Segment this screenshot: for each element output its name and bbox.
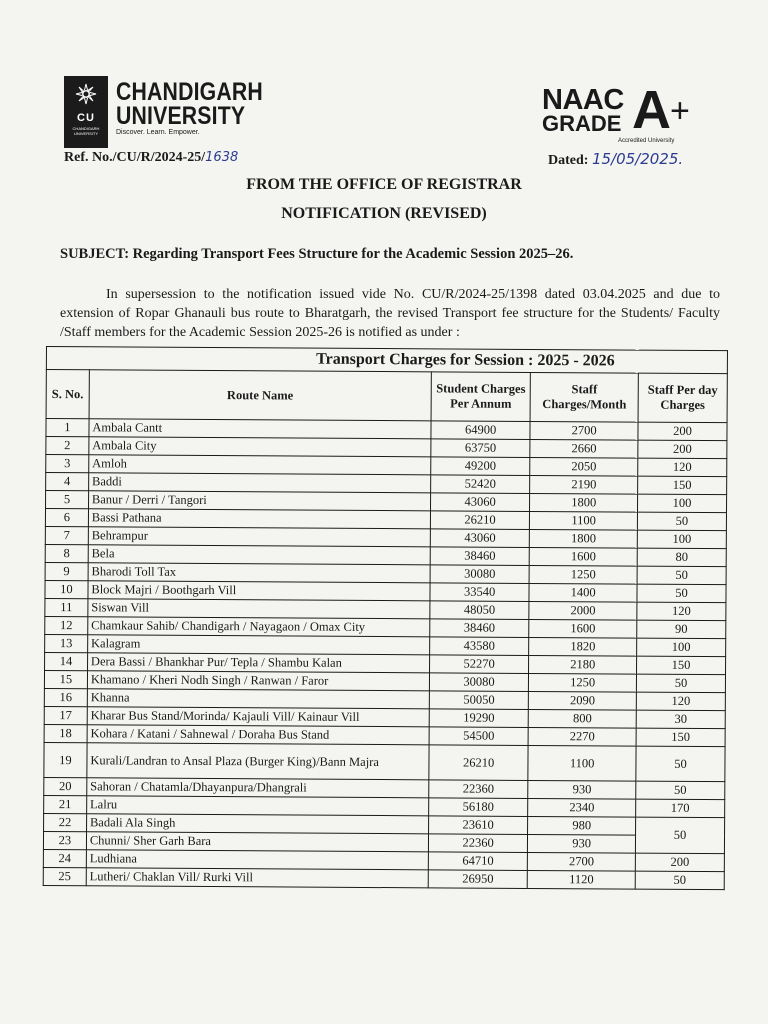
cell-route-name: Kalagram bbox=[88, 635, 430, 655]
cell-staff-charges-month: 1120 bbox=[528, 870, 636, 889]
cell-student-charges: 43580 bbox=[430, 637, 529, 656]
cell-staff-per-day: 50 bbox=[637, 566, 726, 585]
cell-sno: 12 bbox=[45, 616, 88, 634]
cell-sno: 23 bbox=[43, 831, 86, 849]
cell-sno: 22 bbox=[44, 813, 87, 831]
cell-route-name: Bharodi Toll Tax bbox=[88, 563, 430, 583]
cell-staff-charges-month: 2090 bbox=[529, 691, 637, 710]
cell-staff-per-day: 90 bbox=[637, 620, 726, 639]
emblem-small-text: CHANDIGARH UNIVERSITY bbox=[72, 126, 100, 136]
office-title: FROM THE OFFICE OF REGISTRAR bbox=[246, 176, 522, 193]
cell-staff-charges-month: 930 bbox=[528, 780, 636, 799]
cell-route-name: Ambala City bbox=[89, 437, 431, 457]
cell-staff-charges-month: 1400 bbox=[529, 583, 637, 602]
table-row bbox=[44, 742, 725, 781]
cell-sno: 13 bbox=[45, 634, 88, 652]
cell-student-charges: 64710 bbox=[428, 852, 527, 871]
cell-route-name: Amloh bbox=[89, 455, 431, 475]
cell-sno: 3 bbox=[46, 455, 89, 473]
cell-staff-charges-month: 930 bbox=[528, 834, 636, 853]
dated-handwritten-value: 15/05/2025. bbox=[591, 150, 684, 168]
cell-student-charges: 49200 bbox=[431, 457, 530, 476]
cell-sno: 18 bbox=[44, 724, 87, 742]
cell-student-charges: 43060 bbox=[430, 493, 529, 512]
cell-student-charges: 30080 bbox=[430, 565, 529, 584]
table-row bbox=[43, 867, 724, 889]
cell-staff-charges-month: 1600 bbox=[529, 619, 637, 638]
cell-staff-per-day: 100 bbox=[637, 638, 726, 657]
cell-sno: 14 bbox=[45, 652, 88, 670]
university-name-line1: CHANDIGARH bbox=[116, 78, 263, 106]
cell-sno: 21 bbox=[44, 795, 87, 813]
cell-route-name: Lutheri/ Chaklan Vill/ Rurki Vill bbox=[86, 868, 428, 888]
cell-staff-charges-month: 2660 bbox=[530, 439, 638, 458]
naac-grade-logo bbox=[542, 80, 702, 144]
cell-staff-per-day: 30 bbox=[636, 710, 725, 729]
cell-student-charges: 33540 bbox=[430, 583, 529, 602]
cell-staff-per-day: 50 bbox=[635, 871, 724, 890]
table-caption: Transport Charges for Session : 2025 - 2026 bbox=[46, 347, 727, 374]
cell-sno: 17 bbox=[44, 706, 87, 724]
cell-student-charges: 19290 bbox=[429, 709, 528, 728]
cell-sno: 15 bbox=[44, 670, 87, 688]
cell-student-charges: 64900 bbox=[431, 421, 530, 440]
cell-student-charges: 26210 bbox=[429, 745, 529, 781]
cell-sno: 24 bbox=[43, 849, 86, 867]
cell-sno: 7 bbox=[45, 526, 88, 544]
body-paragraph: In supersession to the notification issued vide No. CU/R/2024-25/1398 dated 03.04.2025 and due to extension of Ropar Ghanauli bus route to Bharatgarh, the revised Transport fee structure for the Students/ Faculty /Staff members for the Academic Session 2025-26 is notified as under : bbox=[60, 287, 720, 340]
transport-charges-table-wrapper bbox=[43, 346, 728, 890]
cell-staff-charges-month: 1800 bbox=[530, 493, 638, 512]
cell-staff-per-day: 50 bbox=[635, 817, 724, 854]
cell-staff-per-day: 150 bbox=[638, 476, 727, 495]
cell-staff-per-day: 120 bbox=[637, 602, 726, 621]
header-route-name: Route Name bbox=[89, 370, 431, 421]
cell-staff-per-day: 120 bbox=[636, 692, 725, 711]
cell-route-name: Bassi Pathana bbox=[88, 509, 430, 529]
ref-label: Ref. No./CU/R/2024-25/ bbox=[64, 150, 206, 165]
cell-sno: 6 bbox=[45, 509, 88, 527]
cell-staff-charges-month: 1250 bbox=[529, 673, 637, 692]
cell-route-name: Ludhiana bbox=[86, 850, 428, 870]
cell-staff-per-day: 50 bbox=[636, 781, 725, 800]
cell-staff-per-day: 50 bbox=[636, 674, 725, 693]
cell-staff-charges-month: 1820 bbox=[529, 637, 637, 656]
cell-route-name: Ambala Cantt bbox=[89, 419, 431, 439]
cell-staff-per-day: 100 bbox=[638, 494, 727, 513]
cell-sno: 10 bbox=[45, 580, 88, 598]
cell-student-charges: 63750 bbox=[431, 439, 530, 458]
table-body bbox=[43, 419, 727, 890]
naac-accredited-text: Accredited University bbox=[618, 138, 675, 144]
cell-staff-charges-month: 980 bbox=[528, 816, 636, 835]
cell-student-charges: 43060 bbox=[430, 529, 529, 548]
cell-route-name: Chunni/ Sher Garh Bara bbox=[86, 832, 428, 852]
naac-grade-text: GRADE bbox=[542, 111, 622, 136]
cell-staff-charges-month: 2700 bbox=[530, 421, 638, 440]
cell-sno: 11 bbox=[45, 598, 88, 616]
cell-student-charges: 38460 bbox=[430, 547, 529, 566]
cell-route-name: Dera Bassi / Bhankhar Pur/ Tepla / Shambu Kalan bbox=[87, 653, 429, 673]
cell-staff-per-day: 150 bbox=[636, 728, 725, 747]
cell-student-charges: 22360 bbox=[429, 780, 528, 799]
cell-route-name: Chamkaur Sahib/ Chandigarh / Nayagaon / Omax City bbox=[88, 617, 430, 637]
cell-sno: 2 bbox=[46, 437, 89, 455]
cell-student-charges: 52420 bbox=[431, 475, 530, 494]
cell-staff-per-day: 50 bbox=[636, 746, 725, 782]
cell-route-name: Kharar Bus Stand/Morinda/ Kajauli Vill/ Kainaur Vill bbox=[87, 707, 429, 727]
cell-route-name: Khanna bbox=[87, 689, 429, 709]
cell-staff-per-day: 50 bbox=[637, 512, 726, 531]
cell-staff-charges-month: 2180 bbox=[529, 655, 637, 674]
cell-student-charges: 52270 bbox=[429, 655, 528, 674]
cell-staff-charges-month: 2700 bbox=[528, 852, 636, 871]
cell-staff-charges-month: 1100 bbox=[528, 745, 636, 781]
cell-route-name: Siswan Vill bbox=[88, 599, 430, 619]
cell-student-charges: 56180 bbox=[429, 798, 528, 817]
cell-staff-charges-month: 2340 bbox=[528, 798, 636, 817]
cell-sno: 25 bbox=[43, 867, 86, 885]
cell-sno: 9 bbox=[45, 562, 88, 580]
cell-student-charges: 30080 bbox=[429, 673, 528, 692]
cell-staff-charges-month: 1100 bbox=[530, 511, 638, 530]
chandigarh-university-logo bbox=[64, 76, 289, 148]
cell-staff-charges-month: 2190 bbox=[530, 475, 638, 494]
cell-staff-charges-month: 2050 bbox=[530, 457, 638, 476]
naac-grade-letter: A bbox=[632, 80, 671, 140]
header-student-charges: Student Charges Per Annum bbox=[431, 372, 531, 422]
cell-student-charges: 26950 bbox=[428, 870, 527, 889]
cell-sno: 16 bbox=[44, 688, 87, 706]
cell-sno: 20 bbox=[44, 777, 87, 795]
cell-staff-per-day: 120 bbox=[638, 458, 727, 477]
naac-text: NAAC bbox=[542, 84, 624, 116]
cell-staff-per-day: 170 bbox=[636, 799, 725, 818]
cell-student-charges: 23610 bbox=[428, 816, 527, 835]
cell-student-charges: 22360 bbox=[428, 834, 527, 853]
naac-grade-plus: + bbox=[670, 92, 690, 130]
cell-staff-charges-month: 2270 bbox=[528, 727, 636, 746]
cell-route-name: Bela bbox=[88, 545, 430, 565]
cell-route-name: Banur / Derri / Tangori bbox=[88, 491, 430, 511]
cell-student-charges: 54500 bbox=[429, 727, 528, 746]
cell-student-charges: 48050 bbox=[430, 601, 529, 620]
cell-route-name: Khamano / Kheri Nodh Singh / Ranwan / Faror bbox=[87, 671, 429, 691]
cell-staff-charges-month: 1600 bbox=[529, 547, 637, 566]
cell-staff-charges-month: 1250 bbox=[529, 565, 637, 584]
date-line bbox=[548, 150, 683, 169]
cell-staff-per-day: 50 bbox=[637, 584, 726, 603]
cell-staff-charges-month: 2000 bbox=[529, 601, 637, 620]
cell-staff-per-day: 200 bbox=[638, 440, 727, 459]
lotus-emblem-icon bbox=[74, 82, 98, 106]
cell-route-name: Kohara / Katani / Sahnewal / Doraha Bus Stand bbox=[87, 725, 429, 745]
header-sno: S. No. bbox=[46, 370, 89, 419]
emblem-letters: CU bbox=[77, 112, 95, 124]
cell-sno: 8 bbox=[45, 544, 88, 562]
cell-route-name: Kurali/Landran to Ansal Plaza (Burger King)/Bann Majra bbox=[87, 743, 429, 780]
dated-label: Dated: bbox=[548, 153, 589, 168]
ref-handwritten-number: 1638 bbox=[205, 150, 239, 165]
cell-student-charges: 38460 bbox=[430, 619, 529, 638]
header-staff-per-day: Staff Per day Charges bbox=[638, 373, 727, 423]
cell-staff-per-day: 80 bbox=[637, 548, 726, 567]
cell-staff-per-day: 150 bbox=[637, 656, 726, 675]
cell-route-name: Sahoran / Chatamla/Dhayanpura/Dhangrali bbox=[87, 778, 429, 798]
notification-title: NOTIFICATION (REVISED) bbox=[281, 205, 487, 222]
cell-route-name: Badali Ala Singh bbox=[86, 814, 428, 834]
cell-route-name: Block Majri / Boothgarh Vill bbox=[88, 581, 430, 601]
cell-staff-per-day: 200 bbox=[635, 853, 724, 872]
cell-student-charges: 50050 bbox=[429, 691, 528, 710]
cell-staff-per-day: 200 bbox=[638, 422, 727, 441]
cell-staff-charges-month: 800 bbox=[528, 709, 636, 728]
cu-emblem bbox=[64, 76, 108, 148]
cell-route-name: Behrampur bbox=[88, 527, 430, 547]
cell-route-name: Baddi bbox=[88, 473, 430, 493]
cell-sno: 1 bbox=[46, 419, 89, 437]
university-tagline: Discover. Learn. Empower. bbox=[116, 129, 200, 136]
university-name-line2: UNIVERSITY bbox=[116, 102, 246, 130]
cell-route-name: Lalru bbox=[87, 796, 429, 816]
cell-sno: 4 bbox=[46, 473, 89, 491]
header-staff-charges-month: Staff Charges/Month bbox=[530, 372, 638, 422]
cell-staff-charges-month: 1800 bbox=[530, 529, 638, 548]
cell-sno: 19 bbox=[44, 742, 87, 777]
subject-line: SUBJECT: Regarding Transport Fees Structure for the Academic Session 2025–26. bbox=[60, 246, 574, 262]
cell-staff-per-day: 100 bbox=[637, 530, 726, 549]
cell-sno: 5 bbox=[46, 491, 89, 509]
transport-charges-table bbox=[43, 346, 728, 890]
cell-student-charges: 26210 bbox=[430, 511, 529, 530]
reference-number bbox=[64, 150, 238, 166]
